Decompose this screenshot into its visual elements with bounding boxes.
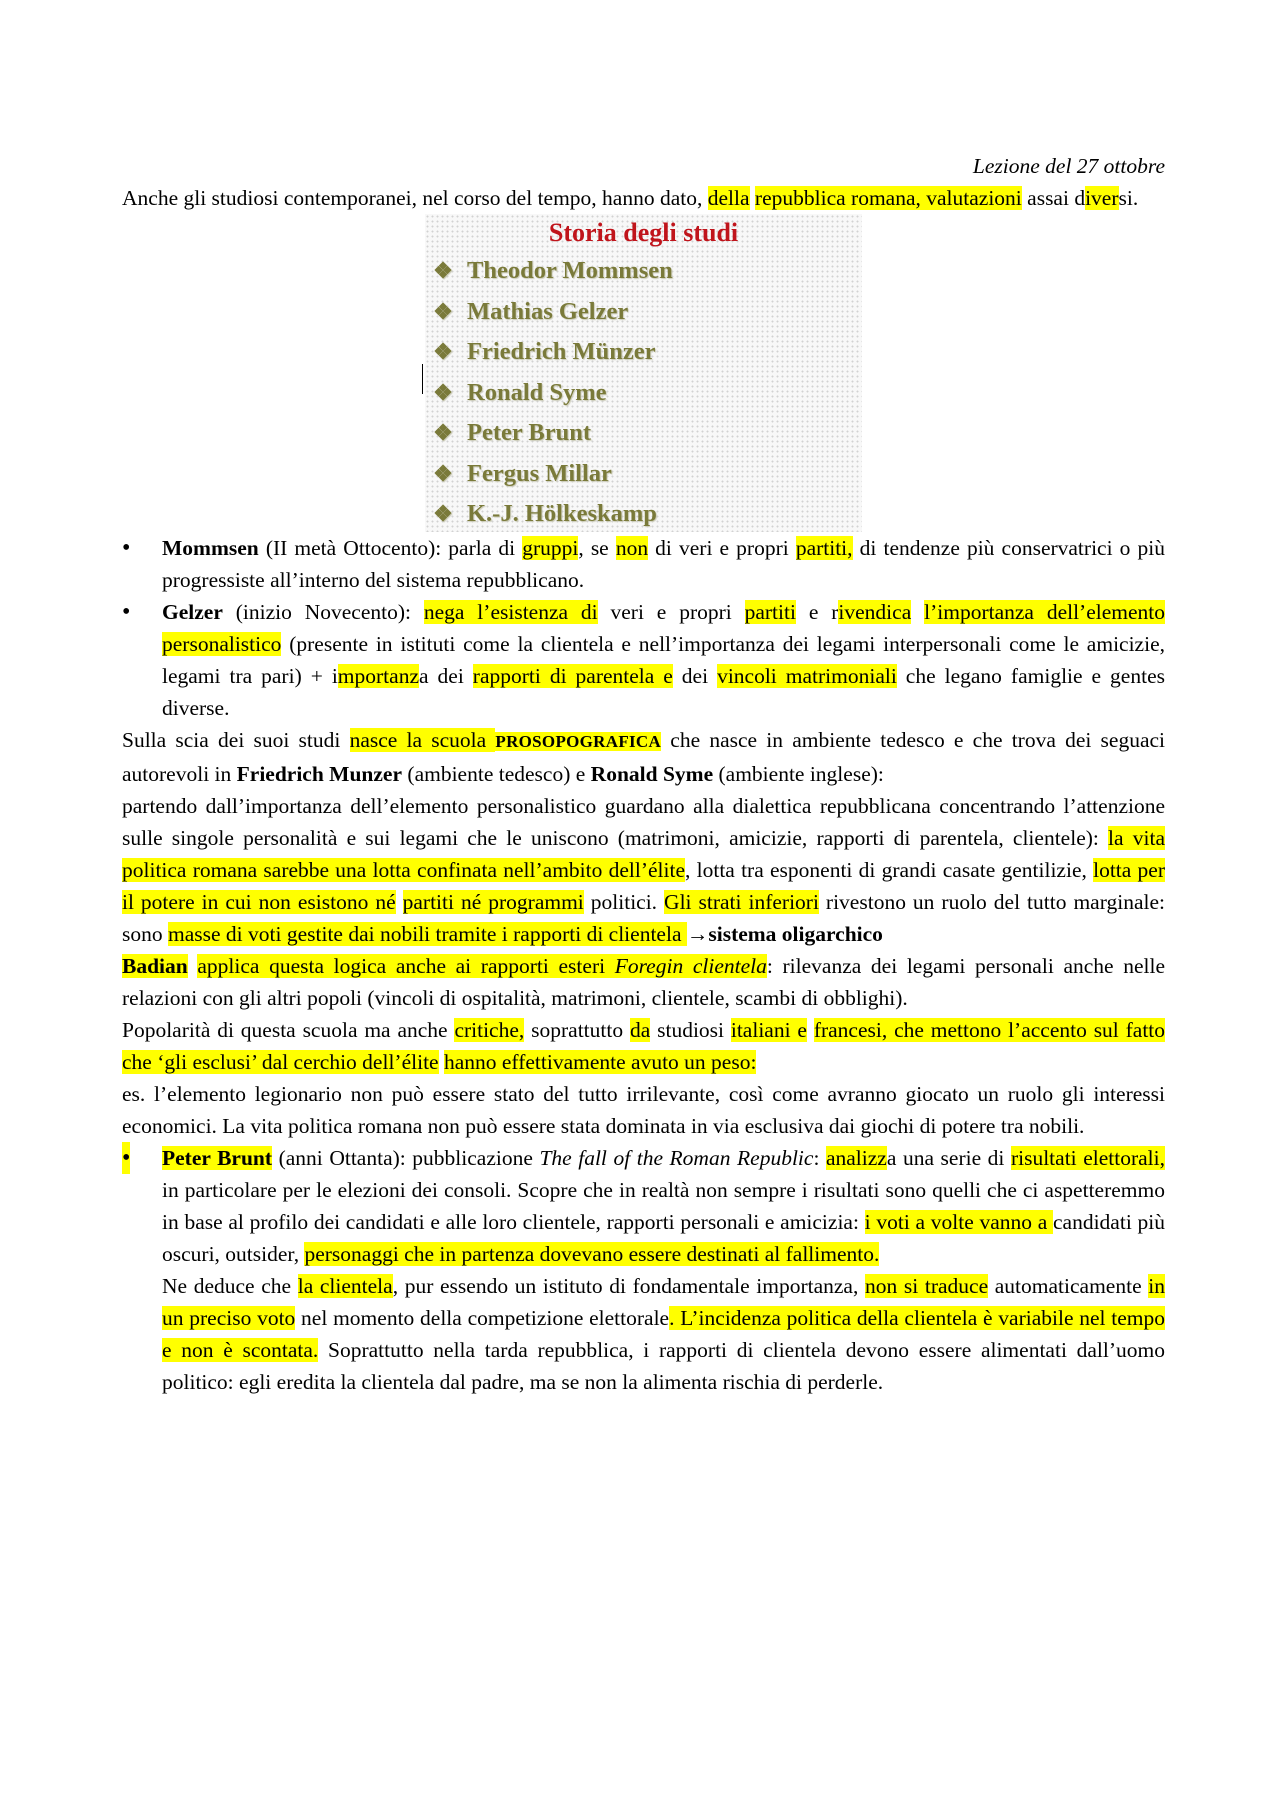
- deduction-paragraph: Ne deduce che la clientela, pur essendo un istituto di fondamentale importanza, non si traduce automaticamente in un preciso voto nel momento della competizione elettorale. L’incidenza politica della clientela è variabile nel tempo e non è scontata. Soprattutto nella tarda repubblica, i rapporti di clientela devono essere alimentati dall’uomo politico: egli eredita la clientela dal padre, ma se non la alimenta rischia di perderle.: [162, 1274, 1165, 1394]
- slide-list: [425, 251, 862, 535]
- diamond-bullet-icon: ❖: [433, 258, 453, 283]
- brunt-list: [122, 1142, 1165, 1270]
- slide-list-item: ❖ Mathias Gelzer: [429, 292, 862, 333]
- slide-list-item: ❖ Fergus Millar: [429, 454, 862, 495]
- slide-list-item: ❖ Peter Brunt: [429, 413, 862, 454]
- slide-list-item: ❖ Theodor Mommsen: [429, 251, 862, 292]
- lesson-date: Lezione del 27 ottobre: [972, 154, 1165, 178]
- prosopographic-school-paragraph: Sulla scia dei suoi studi nasce la scuola PROSOPOGRAFICA che nasce in ambiente tedesco e che trova dei seguaci autorevoli in Friedrich Munzer (ambiente tedesco) e Ronald Syme (ambiente inglese):: [122, 728, 1166, 786]
- diamond-bullet-icon: ❖: [433, 501, 453, 526]
- personalistic-paragraph: partendo dall’importanza dell’elemento personalistico guardano alla dialettica repubblicana concentrando l’attenzione sulle singole personalità e sui legami che le uniscono (matrimoni, amicizie, rapporti di parentela, clientele): la vita politica romana sarebbe una lotta confinata nell’ambito dell’élite, lotta tra esponenti di grandi casate gentilizie, lotta per il potere in cui non esistono né partiti né programmi politici. Gli strati inferiori rivestono un ruolo del tutto marginale: sono masse di voti gestite dai nobili tramite i rapporti di clientela →sistema oligarchico: [122, 794, 1166, 946]
- example-paragraph: es. l’elemento legionario non può essere stato del tutto irrilevante, così come avranno giocato un ruolo gli interessi economici. La vita politica romana non può essere stata dominata in via esclusiva dai giochi di potere tra nobili.: [122, 1082, 1165, 1138]
- intro-paragraph: Anche gli studiosi contemporanei, nel corso del tempo, hanno dato, della repubblica romana, valutazioni assai diversi.: [122, 186, 1139, 210]
- diamond-bullet-icon: ❖: [433, 298, 453, 324]
- badian-paragraph: Badian applica questa logica anche ai rapporti esteri Foregin clientela: rilevanza dei legami personali anche nelle relazioni con gli altri popoli (vincoli di ospitalità, matrimoni, clientele, scambi di obblighi).: [122, 954, 1166, 1010]
- slide-image: [425, 214, 862, 532]
- slide-title: Storia degli studi: [548, 218, 739, 247]
- diamond-bullet-icon: ❖: [433, 460, 453, 486]
- document-page: [122, 150, 1165, 1398]
- arrow-right-icon: →: [686, 922, 709, 946]
- diamond-bullet-icon: ❖: [433, 339, 453, 364]
- slide-list-item: ❖ Friedrich Münzer: [429, 332, 862, 373]
- criticism-paragraph: Popolarità di questa scuola ma anche critiche, soprattutto da studiosi italiani e francesi, che mettono l’accento sul fatto che ‘gli esclusi’ dal cerchio dell’élite hanno effettivamente avuto un peso:: [122, 1018, 1166, 1074]
- diamond-bullet-icon: ❖: [433, 379, 453, 405]
- slide-list-item: ❖ K.-J. Hölkeskamp: [429, 494, 862, 535]
- diamond-bullet-icon: ❖: [433, 420, 453, 445]
- scholars-list: [122, 532, 1165, 724]
- slide-list-item: ❖ Ronald Syme: [429, 373, 862, 414]
- list-item-mommsen: • Mommsen (II metà Ottocento): parla di gruppi, se non di veri e propri partiti, di tendenze più conservatrici o più progressiste all’interno del sistema repubblicano.: [122, 532, 1165, 596]
- list-item-gelzer: • Gelzer (inizio Novecento): nega l’esistenza di veri e propri partiti e rivendica l’importanza dell’elemento personalistico (presente in istituti come la clientela e nell’importanza dei legami interpersonali come le amicizie, legami tra pari) + importanza dei rapporti di parentela e dei vincoli matrimoniali che legano famiglie e gentes diverse.: [122, 596, 1165, 724]
- text-cursor: [422, 364, 423, 394]
- list-item-brunt: • Peter Brunt (anni Ottanta): pubblicazione The fall of the Roman Republic: analizza una serie di risultati elettorali, in particolare per le elezioni dei consoli. Scopre che in realtà non sempre i risultati sono quelli che ci aspetteremmo in base al profilo dei candidati e alle loro clientele, rapporti personali e amicizia: i voti a volte vanno a candidati più oscuri, outsider, personaggi che in partenza dovevano essere destinati al fallimento.: [122, 1142, 1165, 1270]
